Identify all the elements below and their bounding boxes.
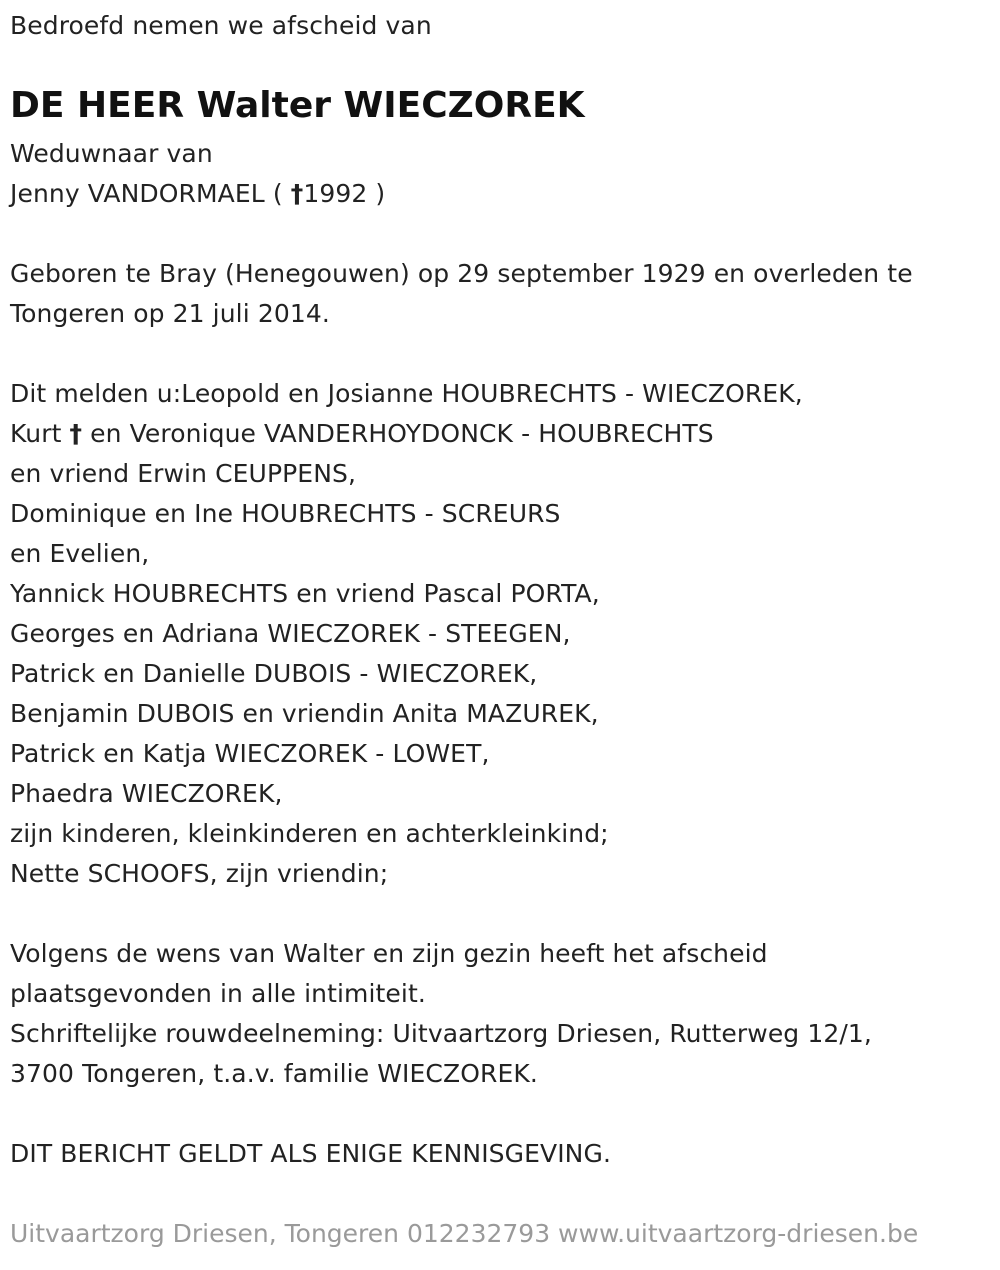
family-section [10, 374, 803, 894]
birth-death-section [10, 254, 913, 334]
wish-line-2: plaatsgevonden in alle intimiteit. [10, 979, 426, 1008]
wish-line-1: Volgens de wens van Walter en zijn gezin heeft het afscheid [10, 939, 768, 968]
wish-section [10, 934, 872, 1094]
family-line: Dit melden u:Leopold en Josianne HOUBRECHTS - WIECZOREK, [10, 379, 803, 408]
family-line: Georges en Adriana WIECZOREK - STEEGEN, [10, 619, 571, 648]
birth-line-2: Tongeren op 21 juli 2014. [10, 299, 330, 328]
family-line: Dominique en Ine HOUBRECHTS - SCREURS [10, 499, 561, 528]
spouse-line-2 [10, 174, 385, 214]
cross-icon: † [69, 419, 83, 448]
condolence-address-line-2: 3700 Tongeren, t.a.v. familie WIECZOREK. [10, 1059, 538, 1088]
family-line: Benjamin DUBOIS en vriendin Anita MAZUREK, [10, 699, 599, 728]
spouse-death-year: 1992 ) [303, 179, 386, 208]
family-line: Yannick HOUBRECHTS en vriend Pascal PORTA, [10, 579, 600, 608]
spouse-line-1: Weduwnaar van [10, 139, 213, 168]
notice-statement: DIT BERICHT GELDT ALS ENIGE KENNISGEVING. [10, 1139, 611, 1168]
family-line [10, 414, 803, 454]
cross-icon: † [290, 179, 304, 208]
family-line: Nette SCHOOFS, zijn vriendin; [10, 859, 389, 888]
spouse-section [10, 134, 385, 214]
family-line: Patrick en Danielle DUBOIS - WIECZOREK, [10, 659, 538, 688]
birth-line-1: Geboren te Bray (Henegouwen) op 29 september 1929 en overleden te [10, 259, 913, 288]
deceased-name: DE HEER Walter WIECZOREK [10, 85, 585, 126]
family-line: Phaedra WIECZOREK, [10, 779, 283, 808]
family-line: en vriend Erwin CEUPPENS, [10, 459, 357, 488]
condolence-address-line-1: Schriftelijke rouwdeelneming: Uitvaartzorg Driesen, Rutterweg 12/1, [10, 1019, 872, 1048]
family-member-name: Kurt [10, 419, 70, 448]
family-line: en Evelien, [10, 539, 150, 568]
family-line: Patrick en Katja WIECZOREK - LOWET, [10, 739, 490, 768]
funeral-home-footer: Uitvaartzorg Driesen, Tongeren 012232793 www.uitvaartzorg-driesen.be [10, 1219, 919, 1248]
intro-text: Bedroefd nemen we afscheid van [10, 11, 432, 40]
spouse-name: Jenny VANDORMAEL ( [10, 179, 291, 208]
family-line: zijn kinderen, kleinkinderen en achterkleinkind; [10, 819, 609, 848]
family-member-rest: en Veronique VANDERHOYDONCK - HOUBRECHTS [82, 419, 714, 448]
